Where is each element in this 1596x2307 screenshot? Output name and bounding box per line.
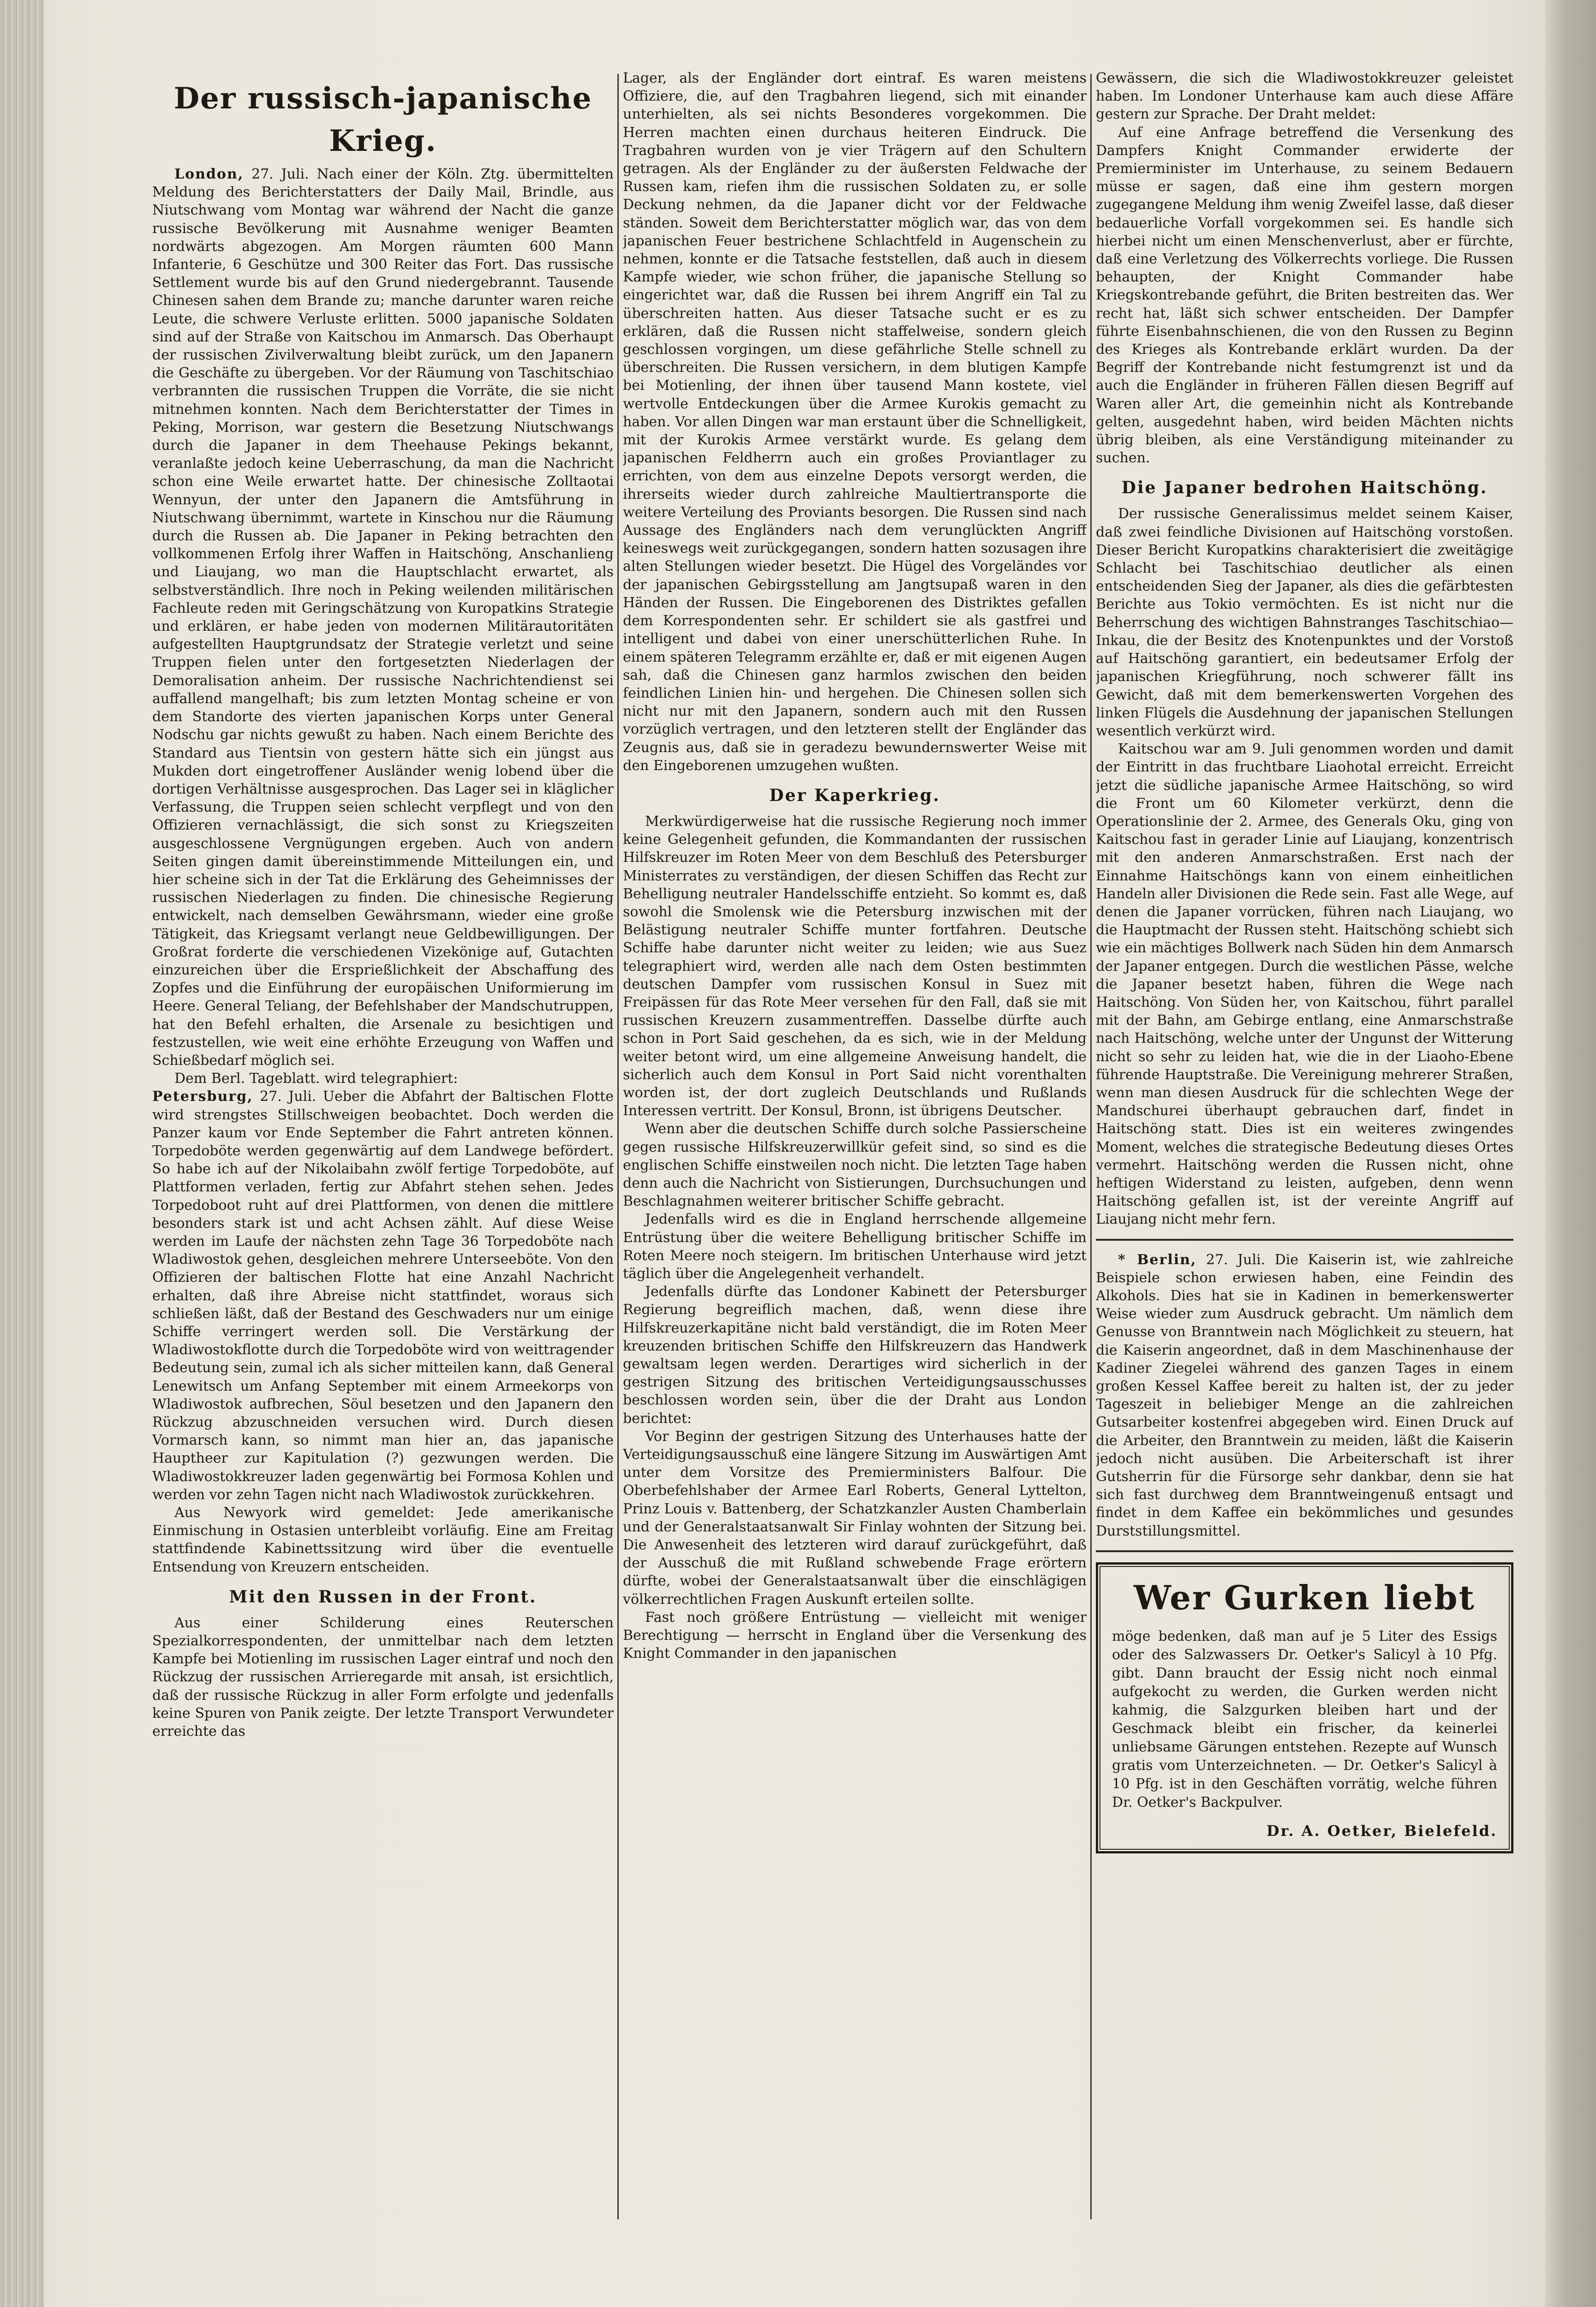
article-london-text: 27. Juli. Nach einer der Köln. Ztg. übermittelten Meldung des Berichterstatters der Daily Mail, Brindle, aus Niutschwang vom Montag war während der Nacht die ganze russische Bevölkerung mit Ausnahme weniger Beamten nordwärts abgezogen. Am Morgen räumten 600 Mann Infanterie, 6 Geschütze und 300 Reiter das Fort. Das russische Settlement wurde bis auf den Grund niedergebrannt. Tausende Chinesen sahen dem Brande zu; manche darunter waren reiche Leute, die schwere Verluste erlitten. 5000 japanische Soldaten sind auf der Straße von Kaitschou im Anmarsch. Das Oberhaupt der russischen Zivilverwaltung bleibt zurück, um den Japanern die Geschäfte zu übergeben. Vor der Räumung von Taschitschiao verbrannten die russischen Truppen die Vorräte, die sie nicht mitnehmen konnten. Nach dem Berichterstatter der Times in Peking, Morrison, war gestern die Besetzung Niutschwangs durch die Japaner in dem Theehause Pekings bekannt, veranlaßte jedoch keine Ueberraschung, da man die Nachricht schon eine Weile erwartet hatte. Der chinesische Zolltaotai Wennyun, der unter den Japanern die Amtsführung in Niutschwang übernimmt, wartete in Kinschou nur die Räumung durch die Russen ab. Die Japaner in Peking betrachten den vollkommenen Erfolg ihrer Waffen in Haitschöng, Anschanlieng und Liaujang, wo man die Hauptschlacht erwartet, als selbstverständlich. Ihre noch in Peking weilenden militärischen Fachleute reden mit Geringschätzung von Kuropatkins Strategie und erklären, er habe jeden von modernen Militärautoritäten aufgestellten Hauptgrundsatz der Strategie verletzt und seine Truppen fielen unter den fortgesetzten Niederlagen der Demoralisation anheim. Der russische Nachrichtendienst sei auffallend mangelhaft; bis zum letzten Montag scheine er von dem Standorte des vierten japanischen Korps unter General Nodschu gar nichts gewußt zu haben. Nach einem Berichte des Standard aus Tientsin von gestern hätte sich ein jüngst aus Mukden dort eingetroffener Ausländer wenig lobend über die dortigen Verhältnisse ausgesprochen. Das Lager sei in kläglicher Verfassung, die Truppen seien schlecht verpflegt und von den Offizieren vernachlässigt, die sich sonst zu Kriegszeiten ausgeschlossene Vergnügungen ergeben. Auch von andern Seiten gingen damit übereinstimmende Mitteilungen ein, und hier scheine sich in der Tat die Erklärung des Geheimnisses der russischen Niederlagen zu finden. Die chinesische Regierung entwickelt, nach demselben Gewährsmann, wieder eine große Tätigkeit, das Kriegsamt verlangt neue Geldbewilligungen. Der Großrat forderte die verschiedenen Vizekönige auf, Gutachten einzureichen über die Ersprießlichkeit der Abschaffung des Zopfes und die Einführung der europäischen Uniformierung im Heere. General Teliang, der Befehlshaber der Mandschutruppen, hat den Befehl erhalten, die Arsenale zu besichtigen und festzustellen, wie weit eine erhöhte Erzeugung von Waffen und Schießbedarf möglich sei. bbox=[152, 166, 614, 1069]
advertisement-divider bbox=[1096, 1550, 1513, 1552]
advertisement-body: möge bedenken, daß man auf je 5 Liter des Essigs oder des Salzwassers Dr. Oetker's Salicyl à 10 Pfg. gibt. Dann braucht der Essig nicht noch einmal aufgekocht zu werden, die Gurken werden nicht kahmig, die Salzgurken bleiben hart und der Geschmack bleibt ein frischer, da keinerlei unliebsame Gärungen entstehen. Rezepte auf Wunsch gratis vom Unterzeichneten. — Dr. Oetker's Salicyl à 10 Pfg. ist in den Geschäften vorrätig, welche führen Dr. Oetker's Backpulver. bbox=[1112, 1628, 1497, 1811]
page-edge-right bbox=[1545, 0, 1596, 2307]
column-rule-2 bbox=[1090, 74, 1092, 2219]
page-title: Der russisch-japanische Krieg. bbox=[173, 81, 592, 158]
kaperkrieg-continued: Gewässern, die sich die Wladiwostokkreuzer geleistet haben. Im Londoner Unterhause kam auch diese Affäre gestern zur Sprache. Der Draht meldet: bbox=[1096, 70, 1513, 123]
knight-commander-report: Auf eine Anfrage betreffend die Versenkung des Dampfers Knight Commander erwiderte der Premierminister im Unterhause, zu seinem Bedauern müsse er sagen, daß eine ihm gestern morgen zugegangene Meldung ihm wenig Zweifel lasse, daß dieser bedauerliche Vorfall vorgekommen sei. Es handle sich hierbei nicht um einen Menschenverlust, aber er fürchte, daß eine Verletzung des Völkerrechts vorliege. Die Russen behaupten, der Knight Commander habe Kriegskontrebande geführt, die Briten bestreiten das. Wer recht hat, läßt sich schwer entscheiden. Der Dampfer führte Eisenbahnschienen, die von den Russen zu Beginn des Krieges als Kontrebande erklärt wurden. Da der Begriff der Kontrebande nicht festumgrenzt ist und da auch die Engländer in früheren Fällen diesen Begriff auf Waren aller Art, die gemeinhin nicht als Kontrebande gelten, ausgedehnt haben, wird beiden Mächten nichts übrig bleiben, als eine Verständigung miteinander zu suchen. bbox=[1096, 124, 1513, 466]
section-heading-haitschoeng: Die Japaner bedrohen Haitschöng. bbox=[1121, 478, 1488, 498]
column-3 bbox=[1096, 69, 1513, 2229]
section-heading-kaperkrieg: Der Kaperkrieg. bbox=[769, 785, 940, 805]
page-stack-edge-left bbox=[0, 0, 44, 2307]
kaperkrieg-paragraph-4: Jedenfalls dürfte das Londoner Kabinett der Petersburger Regierung begreiflich machen, daß, wenn diese ihre Hilfskreuzerkapitäne nicht bald verständigt, die im Roten Meer kreuzenden britischen Schiffe den Hilfskreuzern das Handwerk gewaltsam legen werden. Derartiges wird sicherlich in der gestrigen Sitzung des britischen Verteidigungsausschusses beschlossen worden sein, über die der Draht aus London berichtet: bbox=[623, 1284, 1087, 1427]
kaperkrieg-paragraph-5: Vor Beginn der gestrigen Sitzung des Unterhauses hatte der Verteidigungsausschuß eine längere Sitzung im Auswärtigen Amt unter dem Vorsitze des Premierministers Balfour. Die Oberbefehlshaber der Armee Earl Roberts, General Lyttelton, Prinz Louis v. Battenberg, der Schatzkanzler Austen Chamberlain und der Generalstaatsanwalt Sir Finlay wohnten der Sitzung bei. Die Anwesenheit des letzteren wird darauf zurückgeführt, daß der Ausschuß die mit Rußland schwebende Frage erörtern dürfte, wobei der Generalstaatsanwalt über die einschlägigen völkerrechtlichen Fragen Auskunft erteilen sollte. bbox=[623, 1428, 1087, 1608]
column-2 bbox=[623, 69, 1087, 2229]
dateline-petersburg: Petersburg, bbox=[152, 1088, 253, 1105]
kaperkrieg-paragraph-3: Jedenfalls wird es die in England herrschende allgemeine Entrüstung über die weitere Behelligung britischer Schiffe im Roten Meere noch steigern. Im britischen Unterhause wird jetzt täglich über die Angelegenheit verhandelt. bbox=[623, 1211, 1087, 1282]
article-petersburg bbox=[152, 1088, 614, 1504]
kaperkrieg-paragraph-1: Merkwürdigerweise hat die russische Regierung noch immer keine Gelegenheit gefunden, die Kommandanten der russischen Hilfskreuzer im Roten Meer von dem Beschluß des Petersburger Ministerrates zu verständigen, der diesen Schiffen das Recht zur Behelligung neutraler Handelsschiffe entzieht. So kommt es, daß sowohl die Smolensk wie die Petersburg inzwischen mit der Belästigung neutraler Schiffe munter fortfahren. Deutsche Schiffe habe darunter nicht weiter zu leiden; wie aus Suez telegraphiert wird, werden alle nach dem Osten bestimmten deutschen Dampfer vom russischen Konsul in Suez mit Freipässen für das Rote Meer versehen für den Fall, daß sie mit russischen Kreuzern zusammentreffen. Dasselbe dürfte auch schon in Port Said geschehen, da es sich, wie in der Meldung weiter betont wird, um eine allgemeine Anweisung handelt, die sicherlich auch dem Konsul in Port Said nicht vorenthalten worden ist, der dort zugleich Deutschlands und Rußlands Interessen vertritt. Der Konsul, Bronn, ist übrigens Deutscher. bbox=[623, 813, 1087, 1119]
column-rule-1 bbox=[617, 74, 619, 2219]
article-berlin bbox=[1096, 1251, 1513, 1540]
kaperkrieg-paragraph-2: Wenn aber die deutschen Schiffe durch solche Passierscheine gegen russische Hilfskreuzerwillkür gefeit sind, so sind es die englischen Schiffe einstweilen noch nicht. Die letzten Tage haben denn auch die Nachricht von Sistierungen, Durchsuchungen und Beschlagnahmen weiterer britischer Schiffe gebracht. bbox=[623, 1121, 1087, 1210]
advertisement-oetker bbox=[1096, 1562, 1513, 1853]
article-london bbox=[152, 165, 614, 1070]
article-berlin-text: 27. Juli. Die Kaiserin ist, wie zahlreiche Beispiele schon erwiesen haben, eine Feindin des Alkohols. Dies hat sie in Kadinen in bemerkenswerter Weise wieder zum Ausdruck gebracht. Um nämlich dem Genusse von Branntwein nach Möglichkeit zu steuern, hat die Kaiserin angeordnet, daß in dem Maschinenhause der Kadiner Ziegelei während des ganzen Tages in einem großen Kessel Kaffee bereit zu halten ist, der zu jeder Tageszeit in beliebiger Menge an die zahlreichen Gutsarbeiter kostenfrei abgegeben wird. Einen Druck auf die Arbeiter, den Branntwein zu meiden, läßt die Kaiserin jedoch nicht ausüben. Die Arbeiterschaft ist ihrer Gutsherrin für die Fürsorge sehr dankbar, denn sie hat sich fast durchweg dem Branntweingenuß entsagt und findet in dem Kaffee ein bekömmliches und gesundes Durststillungsmittel. bbox=[1096, 1251, 1513, 1539]
article-petersburg-text: 27. Juli. Ueber die Abfahrt der Baltischen Flotte wird strengstes Stillschweigen beobachtet. Doch werden die Panzer kaum vor Ende September die Fahrt antreten können. Torpedoböte werden gegenwärtig auf dem Landwege befördert. So habe ich auf der Nikolaibahn zwölf fertige Torpedoböte, auf Plattformen verladen, fertig zur Abfahrt stehen sehen. Jedes Torpedoboot ruht auf drei Plattformen, von denen die mittlere besonders stark ist und acht Achsen zählt. Auf diese Weise werden im Laufe der nächsten zehn Tage 36 Torpedoböte nach Wladiwostok gehen, desgleichen mehrere Unterseeböte. Von den Offizieren der baltischen Flotte hat eine Anzahl Nachricht erhalten, daß ihre Abreise nicht stattfindet, woraus sich schließen läßt, daß der Bestand des Geschwaders nur um einige Schiffe verringert werden soll. Die Verstärkung der Wladiwostokflotte durch die Torpedoböte wird von weittragender Bedeutung sein, zumal ich als sicher mitteilen kann, daß General Lenewitsch um Anfang September mit einem Armeekorps von Wladiwostok aufbrechen, Söul besetzen und den Japanern den Rückzug abzuschneiden versuchen wird. Durch diesen Vormarsch kann, so nimmt man hier an, das japanische Hauptheer zur Kapitulation (?) gezwungen werden. Die Wladiwostokkreuzer laden gegenwärtig bei Formosa Kohlen und werden vor zehn Tagen nicht nach Wladiwostok zurückkehren. bbox=[152, 1088, 614, 1503]
article-front-continued: Lager, als der Engländer dort eintraf. Es waren meistens Offiziere, die, auf den Tragbahren liegend, sich mit einander unterhielten, als sei nichts Besonderes vorgekommen. Die Herren machten einen durchaus heiteren Eindruck. Die Tragbahren wurden von je vier Trägern auf den Schultern getragen. Als der Engländer zu der äußersten Feldwache der Russen kam, riefen ihm die russischen Soldaten zu, er solle Deckung nehmen, da die Japaner dicht vor der Feldwache ständen. Soweit dem Berichterstatter möglich war, das von dem japanischen Feuer bestrichene Schlachtfeld in Augenschein zu nehmen, konnte er die Tatsache feststellen, daß auch in diesem Kampfe wieder, wie schon früher, die japanische Stellung so eingerichtet war, daß die Russen bei ihrem Angriff ein Tal zu überschreiten hatten. Aus dieser Tatsache sucht er es zu erklären, daß die Russen nicht staffelweise, sondern gleich geschlossen vorgingen, um diese gefährliche Stelle schnell zu überschreiten. Die Russen versichern, in dem blutigen Kampfe bei Motienling, der ihnen über tausend Mann kostete, viel wertvolle Entdeckungen über die Armee Kurokis gemacht zu haben. Vor allen Dingen war man erstaunt über die Schnelligkeit, mit der Kurokis Armee verstärkt wurde. Es gelang dem japanischen Feldherrn auch ein großes Proviantlager zu errichten, von dem aus einzelne Depots versorgt werden, die ihrerseits wieder durch zahlreiche Maultiertransporte die weitere Verteilung des Proviants besorgen. Die Russen sind nach Aussage des Engländers nach dem verunglückten Angriff keineswegs weit zurückgegangen, sondern hatten sozusagen ihre alten Stellungen wieder besetzt. Die Hügel des Vorgeländes vor der japanischen Gebirgsstellung am Jangtsupaß waren in den Händen der Russen. Die Eingeborenen des Distriktes gefallen dem Korrespondenten sehr. Er schildert sie als gastfrei und intelligent und dabei von einer unerschütterlichen Ruhe. In einem späteren Telegramm erzählte er, daß er mit eigenen Augen sah, daß die Chinesen ganz harmlos zwischen den beiden feindlichen Linien hin- und hergehen. Die Chinesen sollen sich nicht nur mit den Japanern, sondern auch mit den Russen vorzüglich vertragen, und den letzteren stellt der Engländer das Zeugnis aus, daß sie in geradezu bewundernswerter Weise mit den Eingeborenen umzugehen wußten. bbox=[623, 70, 1087, 774]
article-newyork: Aus Newyork wird gemeldet: Jede amerikanische Einmischung in Ostasien unterbleibt vorläufig. Eine am Freitag stattfindende Kabinettssitzung wird über die eventuelle Entsendung von Kreuzern entscheiden. bbox=[152, 1505, 614, 1575]
section-divider bbox=[1096, 1239, 1513, 1241]
haitschoeng-paragraph-1: Der russische Generalissimus meldet seinem Kaiser, daß zwei feindliche Divisionen auf Haitschöng vorstoßen. Dieser Bericht Kuropatkins charakterisiert die zweitägige Schlacht bei Taschitschiao deutlicher als einen entscheidenden Sieg der Japaner, als dies die gefärbtesten Berichte aus Tokio vermöchten. Es ist nicht nur die Beherrschung des wichtigen Bahnstranges Taschitschiao—Inkau, die der Besitz des Knotenpunktes und der Vorstoß auf Haitschöng garantiert, ein bedeutsamer Erfolg der japanischen Kriegführung, noch schwerer fällt ins Gewicht, daß mit dem bemerkenswerten Vorgehen des linken Flügels die Ausdehnung der japanischen Stellungen wesentlich verkürzt wird. bbox=[1096, 506, 1513, 739]
dateline-london: London, bbox=[174, 166, 244, 182]
section-heading-front: Mit den Russen in der Front. bbox=[229, 1587, 537, 1607]
kaperkrieg-paragraph-6: Fast noch größere Entrüstung — vielleicht mit weniger Berechtigung — herrscht in England über die Versenkung des Knight Commander in den japanischen bbox=[623, 1609, 1087, 1662]
newspaper-page bbox=[152, 69, 1513, 2229]
advertisement-title: Wer Gurken liebt bbox=[1134, 1578, 1476, 1617]
dateline-berlin: * Berlin, bbox=[1118, 1251, 1197, 1268]
column-1 bbox=[152, 69, 614, 2229]
haitschoeng-paragraph-2: Kaitschou war am 9. Juli genommen worden und damit der Eintritt in das fruchtbare Liaohotal erreicht. Erreicht jetzt die südliche japanische Armee Haitschöng, so wird die Front um 60 Kilometer verkürzt, denn die Operationslinie der 2. Armee, des Generals Oku, ging von Kaitschou fast in gerader Linie auf Liaujang, konzentrisch mit den anderen Anmarschstraßen. Erst nach der Einnahme Haitschöngs kann von einem einheitlichen Handeln aller Divisionen die Rede sein. Fast alle Wege, auf denen die Japaner vorrücken, führen nach Liaujang, wo die Hauptmacht der Russen steht. Haitschöng schiebt sich wie ein mächtiges Bollwerk nach Süden hin dem Anmarsch der Japaner entgegen. Durch die westlichen Pässe, welche die Japaner besetzt haben, führen die Wege nach Haitschöng. Von Süden her, von Kaitschou, führt parallel mit der Bahn, am Gebirge entlang, eine Anmarschstraße nach Haitschöng, welche unter der Ungunst der Witterung nicht so sehr zu leiden hat, wie die in der Liaoho-Ebene führende Hauptstraße. Die Vereinigung mehrerer Straßen, wenn man diesen Ausdruck für die schlechten Wege der Mandschurei überhaupt gebrauchen darf, findet in Haitschöng statt. Dies ist ein weiteres zwingendes Moment, welches die strategische Bedeutung dieses Ortes vermehrt. Haitschöng werden die Russen nicht, ohne heftigen Widerstand zu leisten, aufgeben, denn wenn Haitschöng gefallen ist, ist der vereinte Angriff auf Liaujang nicht mehr fern. bbox=[1096, 741, 1513, 1228]
article-front-start: Aus einer Schilderung eines Reuterschen Spezialkorrespondenten, der unmittelbar nach dem letzten Kampfe bei Motienling im russischen Lager eintraf und noch den Rückzug der russischen Arrieregarde mit ansah, ist ersichtlich, daß der russische Rückzug in aller Form erfolgte und jedenfalls keine Spuren von Panik zeigte. Der letzte Transport Verwundeter erreichte das bbox=[152, 1614, 614, 1740]
advertisement-signature: Dr. A. Oetker, Bielefeld. bbox=[1266, 1822, 1497, 1840]
tageblatt-note: Dem Berl. Tageblatt. wird telegraphiert: bbox=[174, 1070, 458, 1087]
